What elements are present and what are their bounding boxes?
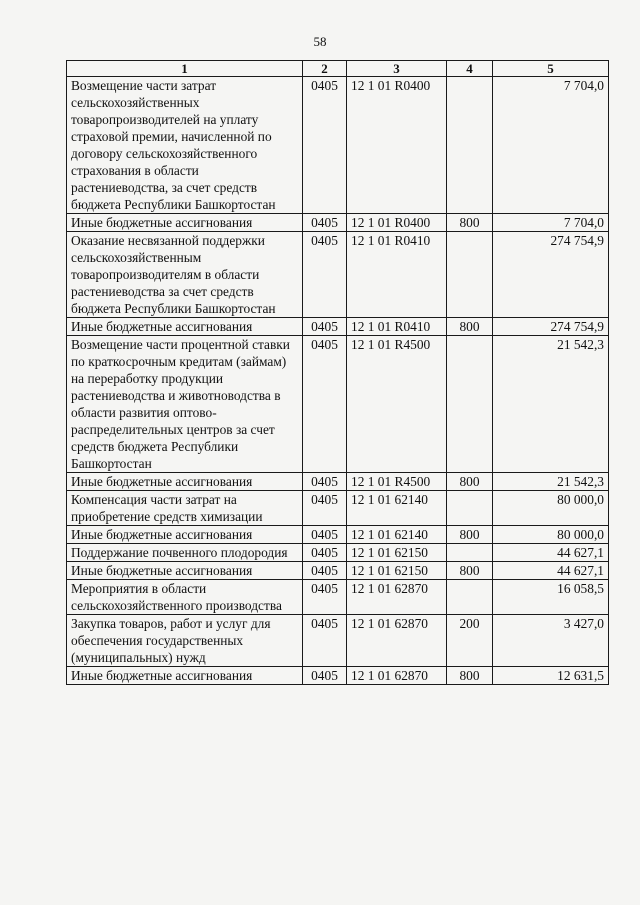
row-name-cell: Мероприятия в области сельскохозяйственного производства bbox=[67, 580, 303, 615]
row-sum-cell: 7 704,0 bbox=[493, 214, 609, 232]
row-name-cell: Возмещение части процентной ставки по краткосрочным кредитам (займам) на переработку продукции растениеводства и животноводства в области развития оптово-распределительных центров за счет средств бюджета Республики Башкортостан bbox=[67, 336, 303, 473]
table-row bbox=[67, 473, 609, 491]
row-code-cell: 12 1 01 R0410 bbox=[347, 318, 447, 336]
row-type-cell: 800 bbox=[447, 562, 493, 580]
row-sum-cell: 80 000,0 bbox=[493, 526, 609, 544]
header-col-3: 3 bbox=[347, 61, 447, 77]
row-type-cell: 800 bbox=[447, 214, 493, 232]
row-name-cell: Иные бюджетные ассигнования bbox=[67, 318, 303, 336]
table-row bbox=[67, 667, 609, 685]
row-name-cell: Закупка товаров, работ и услуг для обеспечения государственных (муниципальных) нужд bbox=[67, 615, 303, 667]
budget-table bbox=[66, 60, 609, 685]
row-sum-cell: 44 627,1 bbox=[493, 544, 609, 562]
row-section-cell: 0405 bbox=[303, 491, 347, 526]
row-name-cell: Иные бюджетные ассигнования bbox=[67, 473, 303, 491]
row-sum-cell: 274 754,9 bbox=[493, 232, 609, 318]
row-code-cell: 12 1 01 R4500 bbox=[347, 473, 447, 491]
table-row bbox=[67, 232, 609, 318]
row-type-cell: 800 bbox=[447, 318, 493, 336]
row-sum-cell: 21 542,3 bbox=[493, 336, 609, 473]
row-sum-cell: 21 542,3 bbox=[493, 473, 609, 491]
row-section-cell: 0405 bbox=[303, 214, 347, 232]
row-name-cell: Иные бюджетные ассигнования bbox=[67, 667, 303, 685]
row-name-cell: Возмещение части затрат сельскохозяйственных товаропроизводителей на уплату страховой премии, начисленной по договору сельскохозяйственного страхования в области растениеводства, за счет средств бюджета Республики Башкортостан bbox=[67, 77, 303, 214]
row-sum-cell: 12 631,5 bbox=[493, 667, 609, 685]
row-type-cell bbox=[447, 491, 493, 526]
table-row bbox=[67, 336, 609, 473]
row-name-cell: Поддержание почвенного плодородия bbox=[67, 544, 303, 562]
row-sum-cell: 3 427,0 bbox=[493, 615, 609, 667]
table-row bbox=[67, 615, 609, 667]
row-type-cell bbox=[447, 77, 493, 214]
row-section-cell: 0405 bbox=[303, 580, 347, 615]
row-code-cell: 12 1 01 62870 bbox=[347, 615, 447, 667]
table-row bbox=[67, 580, 609, 615]
table-header-row bbox=[67, 61, 609, 77]
table-row bbox=[67, 318, 609, 336]
row-sum-cell: 16 058,5 bbox=[493, 580, 609, 615]
row-code-cell: 12 1 01 R0400 bbox=[347, 214, 447, 232]
row-code-cell: 12 1 01 62140 bbox=[347, 526, 447, 544]
row-type-cell: 800 bbox=[447, 526, 493, 544]
row-code-cell: 12 1 01 62150 bbox=[347, 562, 447, 580]
row-name-cell: Иные бюджетные ассигнования bbox=[67, 526, 303, 544]
row-name-cell: Компенсация части затрат на приобретение средств химизации bbox=[67, 491, 303, 526]
table-row bbox=[67, 526, 609, 544]
row-type-cell: 200 bbox=[447, 615, 493, 667]
header-col-1: 1 bbox=[67, 61, 303, 77]
row-code-cell: 12 1 01 62870 bbox=[347, 580, 447, 615]
row-sum-cell: 80 000,0 bbox=[493, 491, 609, 526]
row-name-cell: Иные бюджетные ассигнования bbox=[67, 562, 303, 580]
row-section-cell: 0405 bbox=[303, 562, 347, 580]
row-section-cell: 0405 bbox=[303, 77, 347, 214]
row-name-cell: Иные бюджетные ассигнования bbox=[67, 214, 303, 232]
table-row bbox=[67, 562, 609, 580]
header-col-4: 4 bbox=[447, 61, 493, 77]
table-row bbox=[67, 77, 609, 214]
row-sum-cell: 44 627,1 bbox=[493, 562, 609, 580]
row-code-cell: 12 1 01 R0410 bbox=[347, 232, 447, 318]
row-sum-cell: 7 704,0 bbox=[493, 77, 609, 214]
table-row bbox=[67, 544, 609, 562]
row-code-cell: 12 1 01 R4500 bbox=[347, 336, 447, 473]
page-number: 58 bbox=[313, 34, 327, 49]
header-col-2: 2 bbox=[303, 61, 347, 77]
row-type-cell bbox=[447, 580, 493, 615]
row-section-cell: 0405 bbox=[303, 544, 347, 562]
row-code-cell: 12 1 01 62150 bbox=[347, 544, 447, 562]
row-name-cell: Оказание несвязанной поддержки сельскохозяйственным товаропроизводителям в области растениеводства за счет средств бюджета Республики Башкортостан bbox=[67, 232, 303, 318]
row-section-cell: 0405 bbox=[303, 526, 347, 544]
row-type-cell: 800 bbox=[447, 667, 493, 685]
header-col-5: 5 bbox=[493, 61, 609, 77]
row-sum-cell: 274 754,9 bbox=[493, 318, 609, 336]
row-type-cell bbox=[447, 544, 493, 562]
row-type-cell: 800 bbox=[447, 473, 493, 491]
row-code-cell: 12 1 01 62140 bbox=[347, 491, 447, 526]
table-body bbox=[67, 77, 609, 685]
table-row bbox=[67, 491, 609, 526]
row-section-cell: 0405 bbox=[303, 336, 347, 473]
table-row bbox=[67, 214, 609, 232]
row-section-cell: 0405 bbox=[303, 318, 347, 336]
row-type-cell bbox=[447, 232, 493, 318]
row-section-cell: 0405 bbox=[303, 615, 347, 667]
row-code-cell: 12 1 01 62870 bbox=[347, 667, 447, 685]
row-section-cell: 0405 bbox=[303, 232, 347, 318]
row-code-cell: 12 1 01 R0400 bbox=[347, 77, 447, 214]
row-type-cell bbox=[447, 336, 493, 473]
row-section-cell: 0405 bbox=[303, 667, 347, 685]
row-section-cell: 0405 bbox=[303, 473, 347, 491]
